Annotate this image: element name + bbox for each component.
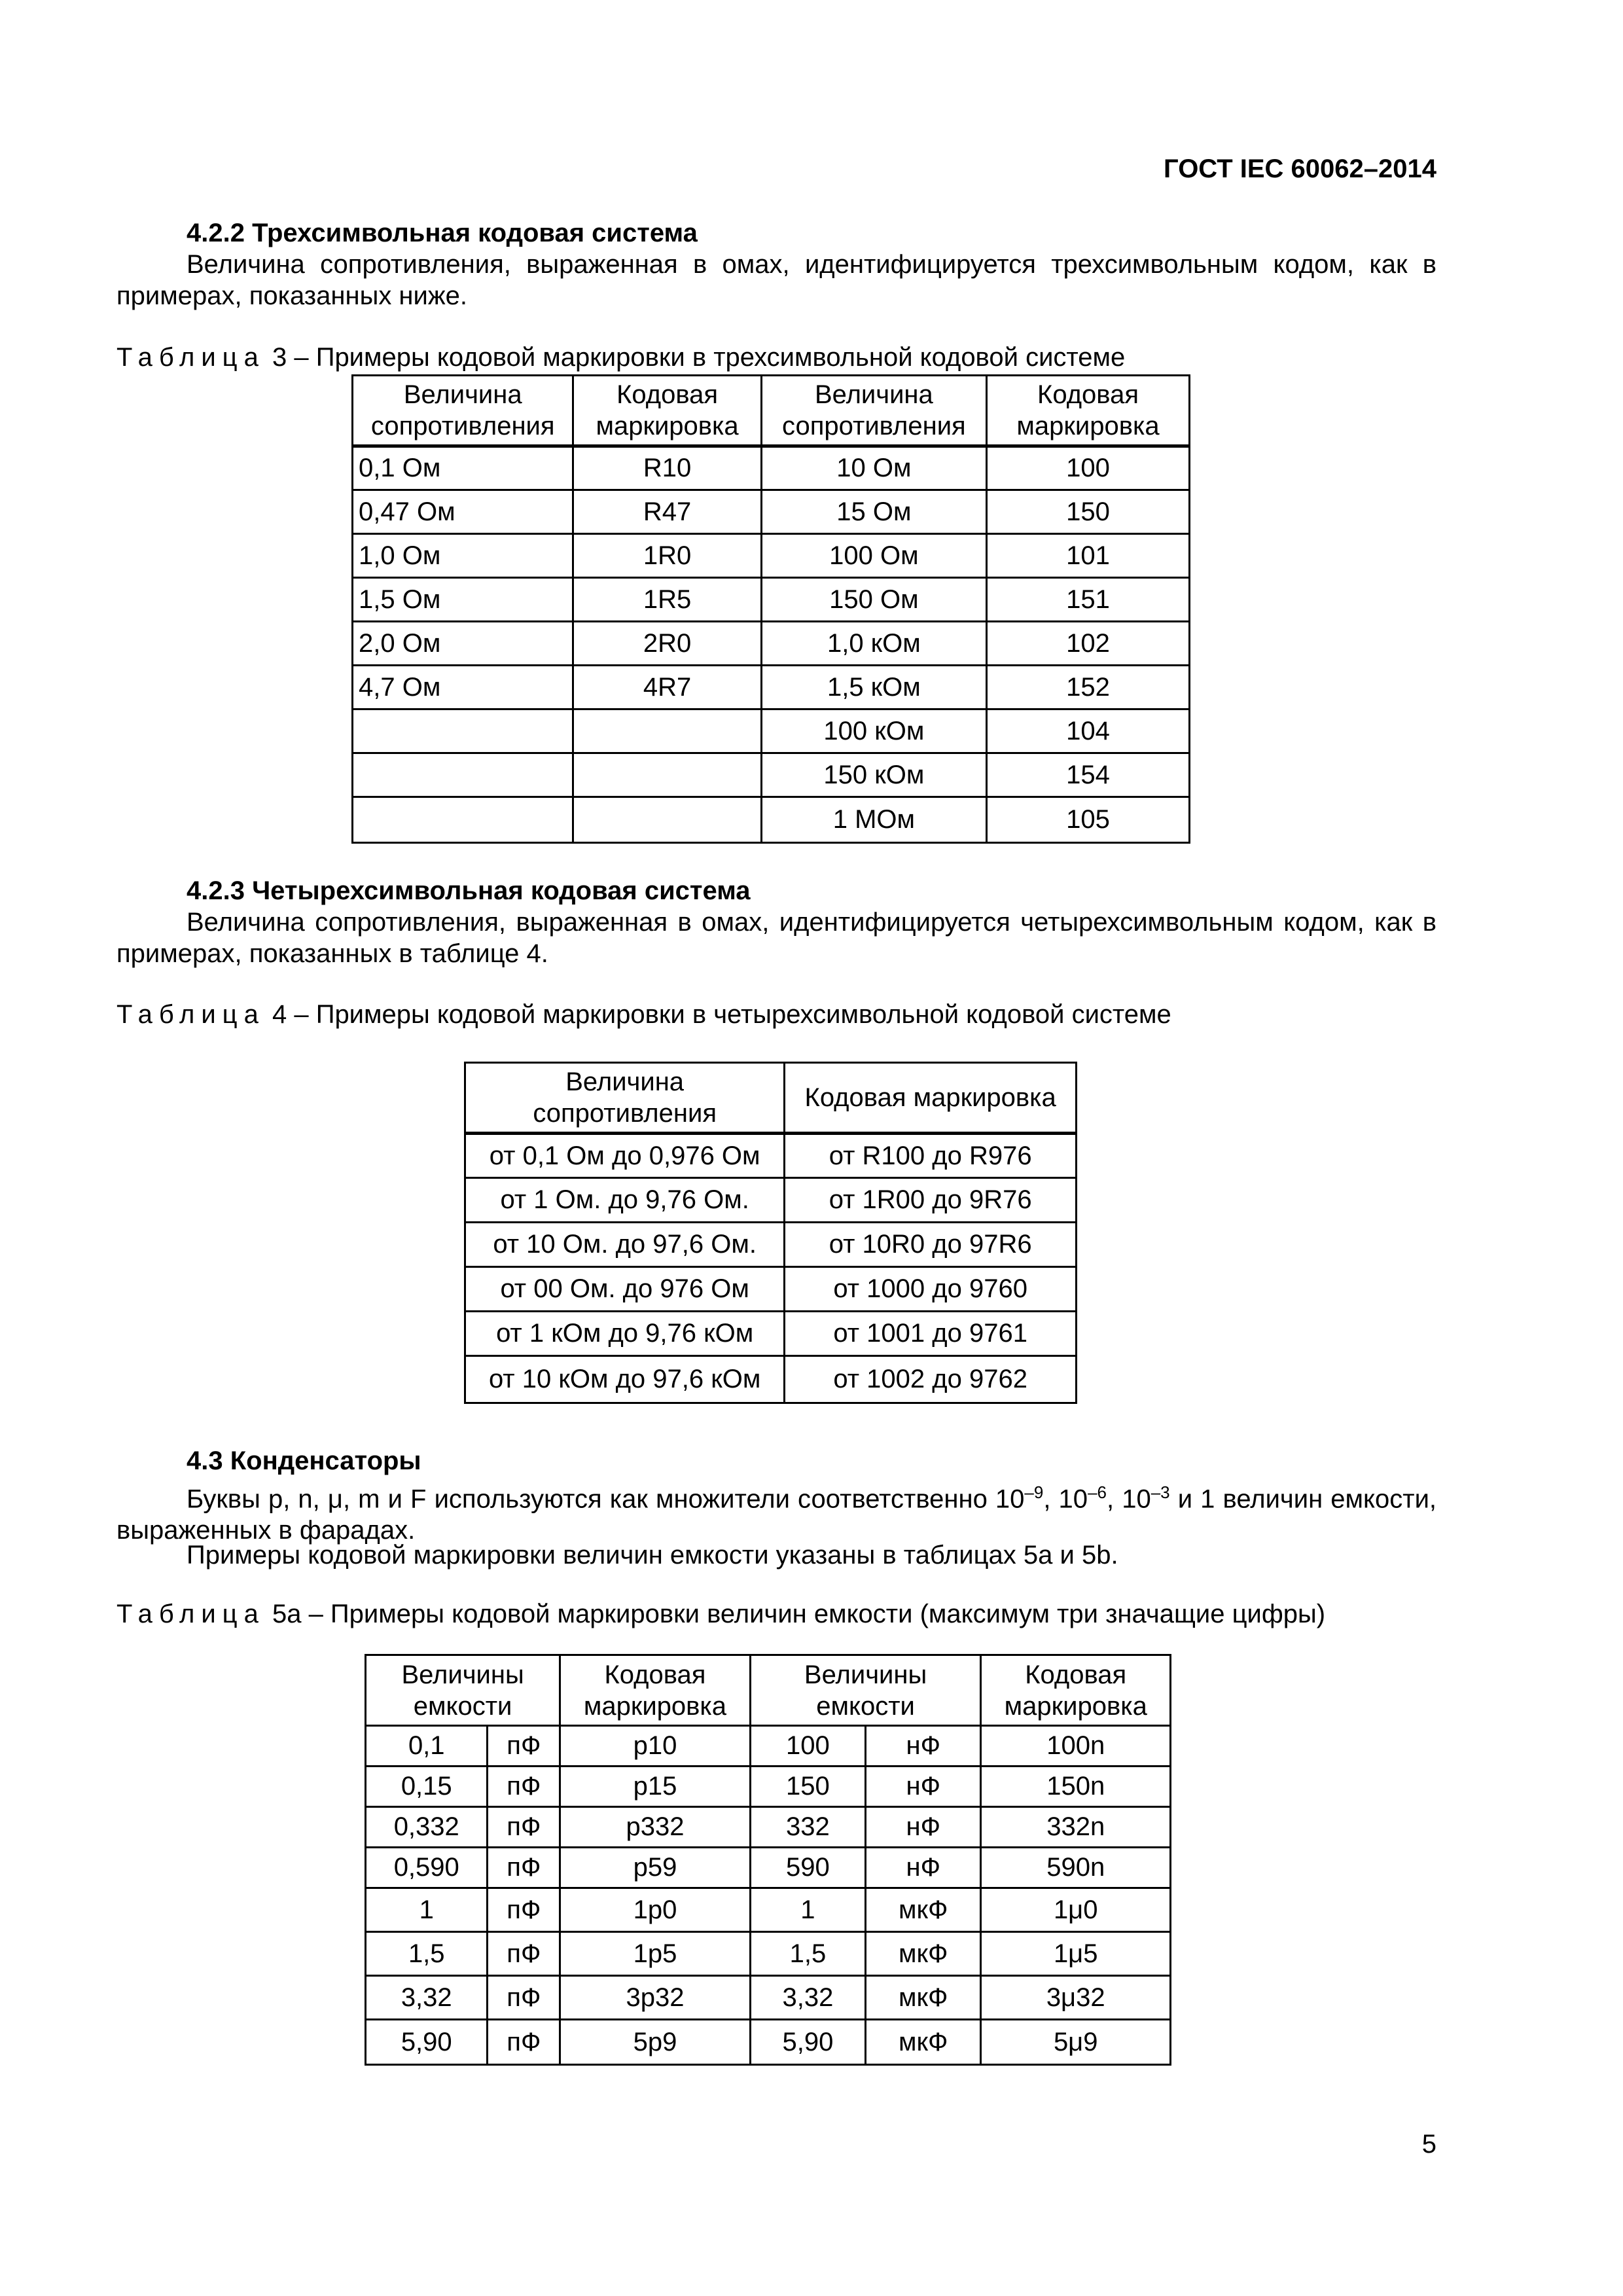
table4-header-cell: Кодовая маркировка [785, 1063, 1077, 1134]
table3-header-cell: Величина сопротивления [761, 376, 986, 446]
document-id: ГОСТ IEC 60062–2014 [1164, 154, 1436, 183]
table-cell: p332 [560, 1807, 751, 1848]
table-cell: 1,5 кОм [761, 666, 986, 709]
table-cell: 100 Ом [761, 534, 986, 578]
table-row [465, 1312, 1077, 1356]
table-cell: от 1 кОм до 9,76 кОм [465, 1312, 785, 1356]
table-cell [353, 797, 573, 843]
table5a-caption: Таблица 5а – Примеры кодовой маркировки величин емкости (максимум три значащие цифры) [116, 1600, 1326, 1628]
table-row [366, 1726, 1171, 1767]
table-cell [573, 797, 761, 843]
table-cell: нФ [866, 1726, 981, 1767]
table-row [353, 446, 1190, 490]
table-cell: от 1002 до 9762 [785, 1356, 1077, 1403]
section-heading-4-2-3: 4.2.3 Четырехсимвольная кодовая система [187, 876, 751, 905]
table-cell: 1R5 [573, 578, 761, 622]
table-cell: пФ [488, 1807, 560, 1848]
table-cell: 102 [987, 622, 1190, 666]
table4-header-row [465, 1063, 1077, 1134]
table-cell: p59 [560, 1848, 751, 1888]
table5a-header-row [366, 1655, 1171, 1726]
table3-header-cell: Кодовая маркировка [987, 376, 1190, 446]
section-heading-4-3: 4.3 Конденсаторы [187, 1446, 421, 1475]
table5a-header-cell: Величины емкости [366, 1655, 560, 1726]
table-cell: 3p32 [560, 1976, 751, 2020]
table-cell: 1p0 [560, 1888, 751, 1932]
table-cell: нФ [866, 1807, 981, 1848]
table-row [465, 1267, 1077, 1312]
table-cell: от 10 кОм до 97,6 кОм [465, 1356, 785, 1403]
table-row [353, 534, 1190, 578]
table-row [353, 709, 1190, 753]
table-cell: 1μ0 [981, 1888, 1171, 1932]
table-row [465, 1134, 1077, 1178]
table-cell: 100 кОм [761, 709, 986, 753]
table-cell: 1 [750, 1888, 865, 1932]
table-cell: 10 Ом [761, 446, 986, 490]
table-cell: 3,32 [750, 1976, 865, 2020]
table-cell: 101 [987, 534, 1190, 578]
table-cell: 2,0 Ом [353, 622, 573, 666]
table-cell: 5μ9 [981, 2020, 1171, 2065]
table-cell: 150n [981, 1767, 1171, 1807]
table-cell: 1,5 Ом [353, 578, 573, 622]
table-cell: 1,5 [750, 1932, 865, 1976]
table-cell: 150 [987, 490, 1190, 534]
table-cell: 4,7 Ом [353, 666, 573, 709]
table-cell: 1R0 [573, 534, 761, 578]
table5a-header-cell: Кодовая маркировка [560, 1655, 751, 1726]
table-cell: 151 [987, 578, 1190, 622]
table-row [353, 797, 1190, 843]
table-cell: 0,47 Ом [353, 490, 573, 534]
table3-header-row [353, 376, 1190, 446]
table-cell: 0,1 Ом [353, 446, 573, 490]
table-cell: нФ [866, 1848, 981, 1888]
table-cell: от 1R00 до 9R76 [785, 1178, 1077, 1223]
table-row [353, 666, 1190, 709]
table-cell: 105 [987, 797, 1190, 843]
table-cell: от 1000 до 9760 [785, 1267, 1077, 1312]
table-cell: от 10 Ом. до 97,6 Ом. [465, 1223, 785, 1267]
table-cell: R47 [573, 490, 761, 534]
table-cell: 5,90 [366, 2020, 488, 2065]
table-cell: 4R7 [573, 666, 761, 709]
table-cell: 152 [987, 666, 1190, 709]
table-cell: мкФ [866, 1976, 981, 2020]
table-cell: 1 [366, 1888, 488, 1932]
table-cell [353, 709, 573, 753]
table-cell: 100 [750, 1726, 865, 1767]
table-cell: пФ [488, 1888, 560, 1932]
table-cell: от 1 Ом. до 9,76 Ом. [465, 1178, 785, 1223]
table-cell: 150 [750, 1767, 865, 1807]
table-5a [365, 1654, 1171, 2066]
table-row [366, 1848, 1171, 1888]
table-row [366, 1807, 1171, 1848]
table-cell: 100 [987, 446, 1190, 490]
table-cell: 1μ5 [981, 1932, 1171, 1976]
table-cell: 332 [750, 1807, 865, 1848]
table-cell: p10 [560, 1726, 751, 1767]
table-cell: пФ [488, 2020, 560, 2065]
table-row [465, 1223, 1077, 1267]
table-cell: мкФ [866, 1888, 981, 1932]
table-cell: 100n [981, 1726, 1171, 1767]
table-cell: 3,32 [366, 1976, 488, 2020]
table-cell: 5,90 [750, 2020, 865, 2065]
section-paragraph-4-3: Буквы p, n, μ, m и F используются как множители соответственно $10^{-9}$, $10^{-6}$, $10^{-3}$ и 1 величин емкости, выраженных в фарадах. [116, 1482, 1437, 1545]
table-cell: 104 [987, 709, 1190, 753]
table-cell: 15 Ом [761, 490, 986, 534]
table3-header-cell: Кодовая маркировка [573, 376, 761, 446]
table-row [366, 1888, 1171, 1932]
table-row [353, 490, 1190, 534]
table-cell: 0,1 [366, 1726, 488, 1767]
table-cell: мкФ [866, 1932, 981, 1976]
table-cell: 1,0 Ом [353, 534, 573, 578]
table-cell: от 00 Ом. до 976 Ом [465, 1267, 785, 1312]
table-cell: 154 [987, 753, 1190, 797]
table-row [353, 753, 1190, 797]
table-cell: 3μ32 [981, 1976, 1171, 2020]
table-4 [464, 1062, 1077, 1404]
table-row [465, 1356, 1077, 1403]
table-cell: от 0,1 Ом до 0,976 Ом [465, 1134, 785, 1178]
table5a-header-cell: Кодовая маркировка [981, 1655, 1171, 1726]
table-cell [573, 753, 761, 797]
table-cell: пФ [488, 1726, 560, 1767]
table3-caption: Таблица 3 – Примеры кодовой маркировки в трехсимвольной кодовой системе [116, 343, 1126, 372]
table3-header-cell: Величина сопротивления [353, 376, 573, 446]
section-paragraph-4-3-examples: Примеры кодовой маркировки величин емкости указаны в таблицах 5а и 5b. [187, 1541, 1118, 1570]
table-cell [353, 753, 573, 797]
table-cell: 150 Ом [761, 578, 986, 622]
table-cell: 0,590 [366, 1848, 488, 1888]
table4-caption: Таблица 4 – Примеры кодовой маркировки в четырехсимвольной кодовой системе [116, 1000, 1171, 1029]
table-cell: от 10R0 до 97R6 [785, 1223, 1077, 1267]
table-cell: 0,15 [366, 1767, 488, 1807]
table-cell: p15 [560, 1767, 751, 1807]
table-cell: 150 кОм [761, 753, 986, 797]
section-paragraph-4-2-2: Величина сопротивления, выраженная в омах, идентифицируется трехсимвольным кодом, как в примерах, показанных ниже. [116, 250, 1436, 310]
table-cell: пФ [488, 1932, 560, 1976]
table-row [353, 578, 1190, 622]
table-cell: 590 [750, 1848, 865, 1888]
table-cell: 5p9 [560, 2020, 751, 2065]
table4-header-cell: Величина сопротивления [465, 1063, 785, 1134]
table-cell: 1p5 [560, 1932, 751, 1976]
page-number: 5 [1421, 2130, 1436, 2159]
table-cell: пФ [488, 1976, 560, 2020]
table-row [366, 1976, 1171, 2020]
table-cell: пФ [488, 1767, 560, 1807]
table-cell: от 1001 до 9761 [785, 1312, 1077, 1356]
table-cell: 1,0 кОм [761, 622, 986, 666]
table-row [366, 2020, 1171, 2065]
table-cell: 2R0 [573, 622, 761, 666]
table-3 [351, 374, 1190, 844]
table-cell: 1,5 [366, 1932, 488, 1976]
table-cell: R10 [573, 446, 761, 490]
table-cell: от R100 до R976 [785, 1134, 1077, 1178]
table-row [366, 1767, 1171, 1807]
table-cell: нФ [866, 1767, 981, 1807]
table-row [353, 622, 1190, 666]
table-row [366, 1932, 1171, 1976]
table-cell: пФ [488, 1848, 560, 1888]
section-paragraph-4-2-3: Величина сопротивления, выраженная в омах, идентифицируется четырехсимвольным кодом, как в примерах, показанных в таблице 4. [116, 908, 1436, 968]
table-cell: 590n [981, 1848, 1171, 1888]
table-cell: 0,332 [366, 1807, 488, 1848]
table-cell [573, 709, 761, 753]
table-cell: 332n [981, 1807, 1171, 1848]
section-heading-4-2-2: 4.2.2 Трехсимвольная кодовая система [187, 219, 698, 247]
table-row [465, 1178, 1077, 1223]
table5a-header-cell: Величины емкости [750, 1655, 981, 1726]
table-cell: мкФ [866, 2020, 981, 2065]
table-cell: 1 МОм [761, 797, 986, 843]
